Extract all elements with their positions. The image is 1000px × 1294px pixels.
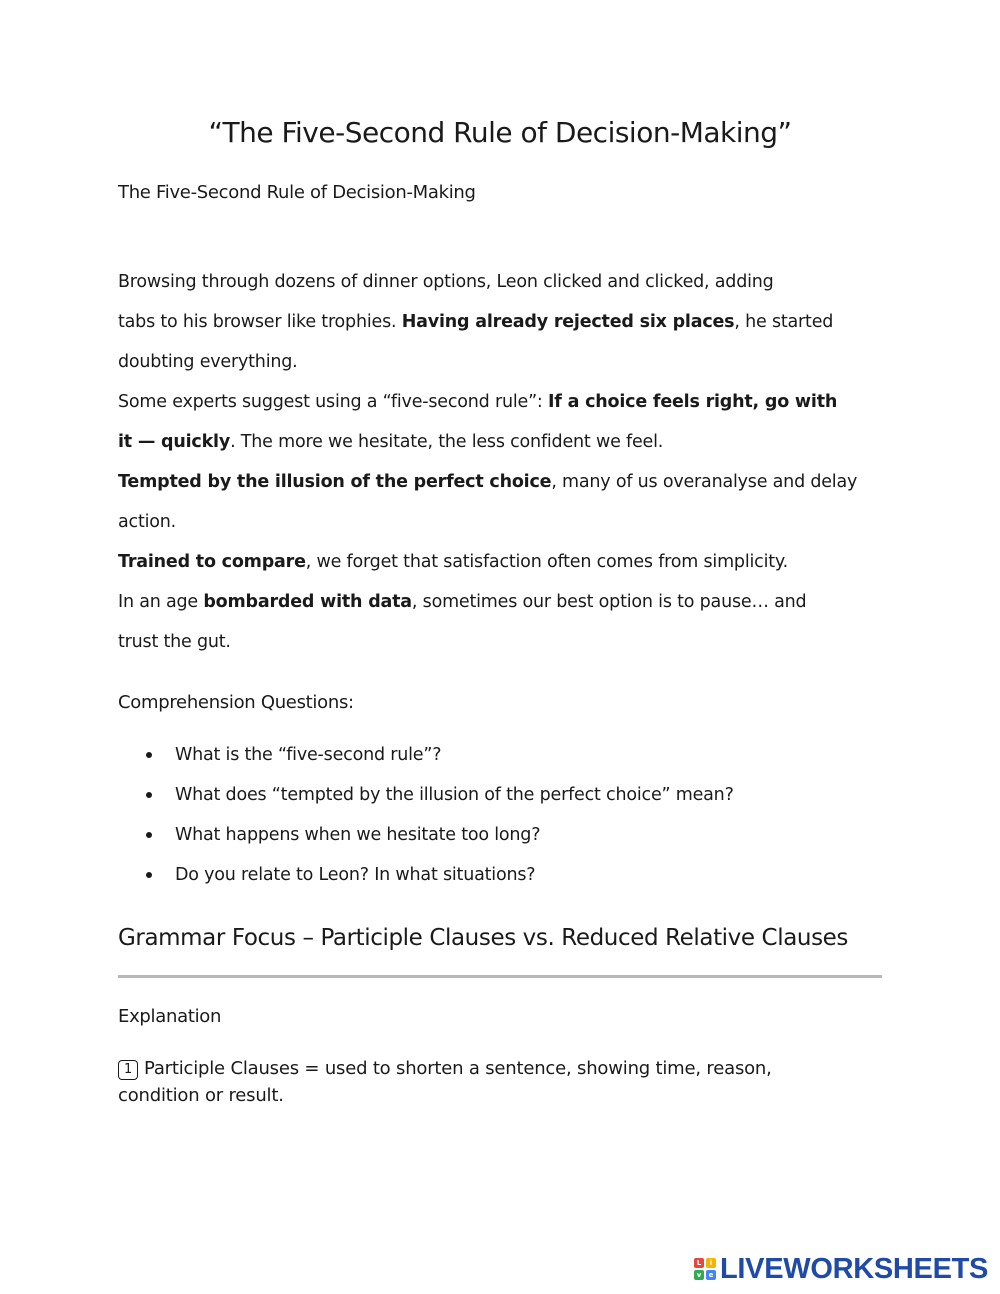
highlighted-clause: it — quickly xyxy=(118,432,231,452)
passage-line xyxy=(118,622,888,662)
page-title: “The Five-Second Rule of Decision-Making” xyxy=(208,116,792,149)
logo-grid-icon xyxy=(694,1258,716,1280)
logo-cell: e xyxy=(706,1270,716,1280)
grammar-focus-heading: Grammar Focus – Participle Clauses vs. Reduced Relative Clauses xyxy=(118,925,848,951)
reading-passage xyxy=(118,262,888,662)
bullet-icon xyxy=(146,792,152,798)
question-text: Do you relate to Leon? In what situations? xyxy=(175,865,536,885)
list-item xyxy=(140,735,734,775)
passage-text: Browsing through dozens of dinner options, Leon clicked and clicked, adding xyxy=(118,272,774,292)
passage-text: tabs to his browser like trophies. xyxy=(118,312,402,332)
list-item xyxy=(140,775,734,815)
bullet-icon xyxy=(146,832,152,838)
passage-line xyxy=(118,462,888,502)
passage-line xyxy=(118,502,888,542)
passage-line xyxy=(118,582,888,622)
highlighted-clause: Tempted by the illusion of the perfect choice xyxy=(118,472,552,492)
passage-line xyxy=(118,342,888,382)
question-text: What is the “five-second rule”? xyxy=(175,745,442,765)
passage-text: action. xyxy=(118,512,177,532)
passage-text: , many of us overanalyse and delay xyxy=(551,472,858,492)
question-text: What happens when we hesitate too long? xyxy=(175,825,541,845)
explanation-heading: Explanation xyxy=(118,1006,222,1027)
passage-line xyxy=(118,422,888,462)
bullet-icon xyxy=(146,752,152,758)
passage-line xyxy=(118,262,888,302)
passage-text: , sometimes our best option is to pause… and xyxy=(411,592,807,612)
grammar-point-text: Participle Clauses = used to shorten a sentence, showing time, reason, condition or result. xyxy=(118,1058,772,1106)
passage-text: In an age xyxy=(118,592,204,612)
liveworksheets-logo[interactable] xyxy=(694,1254,988,1284)
list-item xyxy=(140,815,734,855)
question-text: What does “tempted by the illusion of the perfect choice” mean? xyxy=(175,785,734,805)
number-one-icon: 1 xyxy=(118,1060,138,1080)
passage-text: , we forget that satisfaction often comes from simplicity. xyxy=(305,552,788,572)
question-list xyxy=(140,735,734,895)
passage-line xyxy=(118,302,888,342)
passage-line xyxy=(118,542,888,582)
brand-name: LIVEWORKSHEETS xyxy=(720,1252,989,1285)
logo-cell: L xyxy=(694,1258,704,1268)
passage-text: Some experts suggest using a “five-second rule”: xyxy=(118,392,548,412)
logo-cell: v xyxy=(694,1270,704,1280)
highlighted-clause: bombarded with data xyxy=(203,592,412,612)
highlighted-clause: Trained to compare xyxy=(118,552,306,572)
passage-text: trust the gut. xyxy=(118,632,231,652)
passage-subtitle: The Five-Second Rule of Decision-Making xyxy=(118,182,476,203)
logo-cell: i xyxy=(706,1258,716,1268)
passage-text: doubting everything. xyxy=(118,352,298,372)
highlighted-clause: If a choice feels right, go with xyxy=(548,392,838,412)
section-divider xyxy=(118,975,882,978)
passage-line xyxy=(118,382,888,422)
highlighted-clause: Having already rejected six places xyxy=(401,312,735,332)
list-item xyxy=(140,855,734,895)
bullet-icon xyxy=(146,872,152,878)
passage-text: . The more we hesitate, the less confident we feel. xyxy=(230,432,664,452)
passage-text: , he started xyxy=(734,312,834,332)
grammar-point xyxy=(118,1055,858,1109)
comprehension-heading: Comprehension Questions: xyxy=(118,692,354,713)
